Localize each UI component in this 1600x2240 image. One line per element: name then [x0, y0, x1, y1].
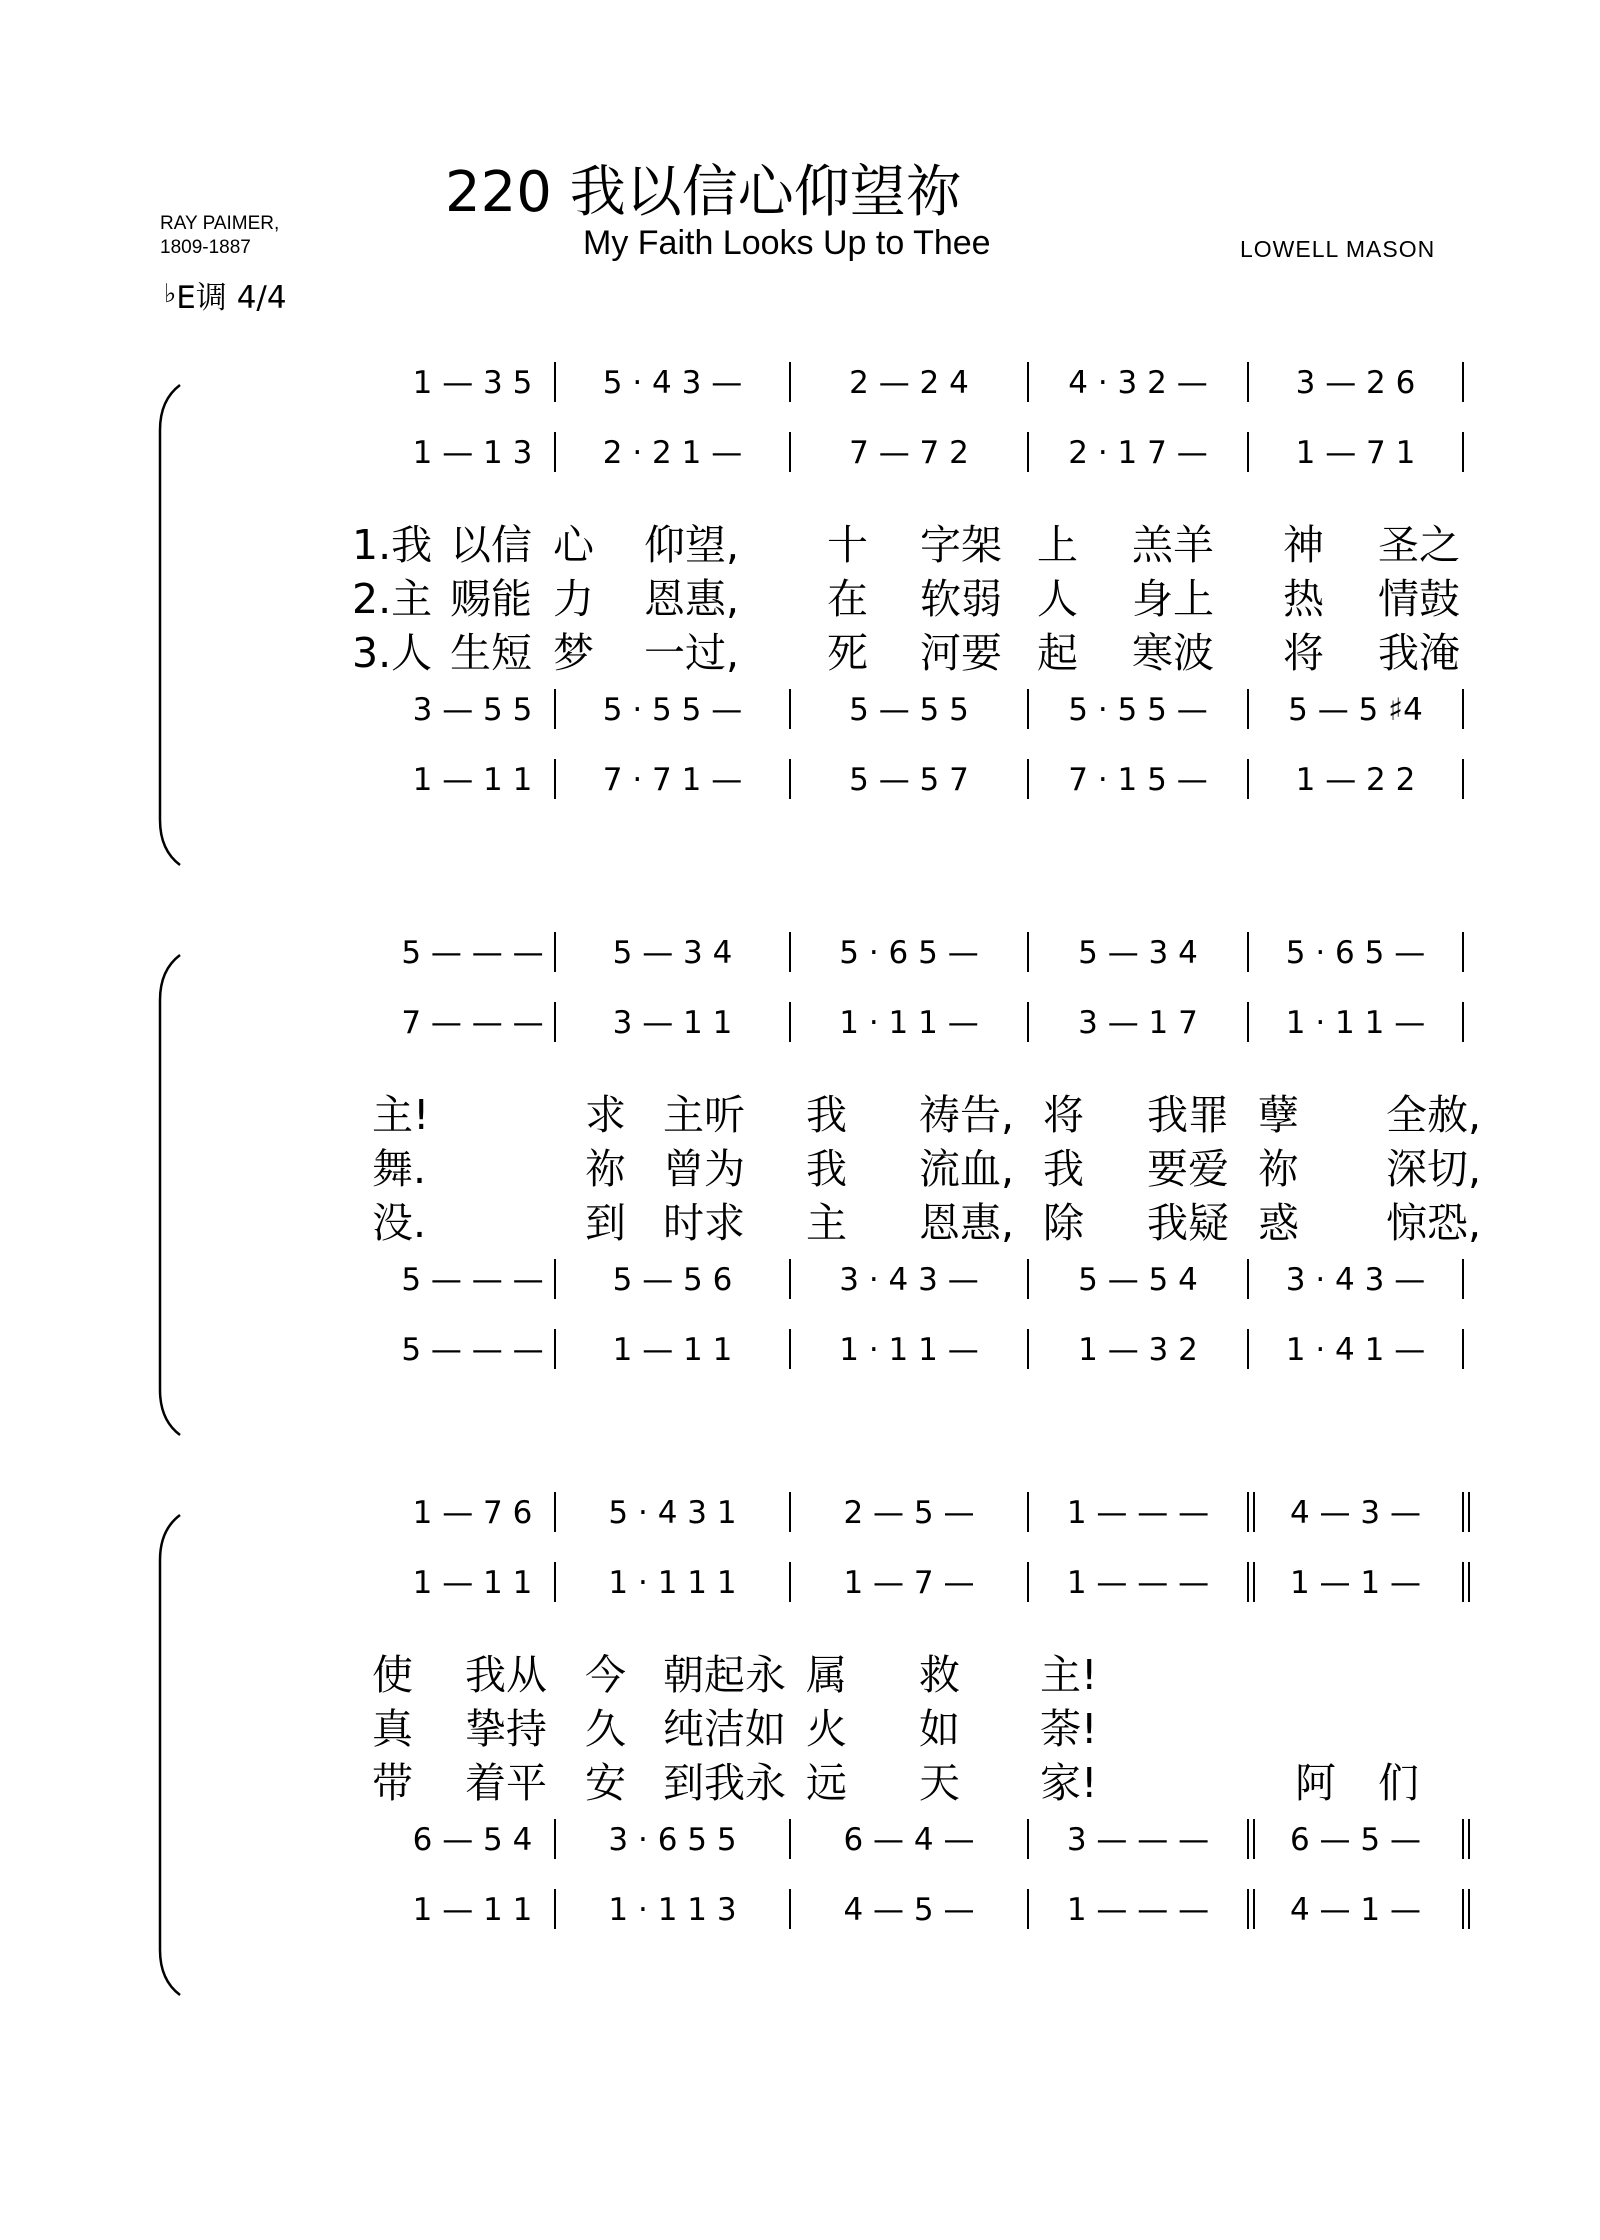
- voice-measure: 5 — 5 ♯4: [1288, 692, 1423, 728]
- voice-measure: 1 · 1 1 —: [1285, 1005, 1426, 1041]
- lyric-syllable: 朝起永: [663, 1651, 786, 1699]
- voice-measure: 3 — 5 5: [412, 692, 533, 728]
- lyric-syllable: 我疑: [1147, 1199, 1229, 1247]
- lyric-syllable: 深切,: [1386, 1145, 1482, 1193]
- flat-sign: ♭: [164, 279, 177, 309]
- lyric-syllable: 起: [1037, 629, 1078, 677]
- lyric-syllable: 赐能: [450, 575, 532, 623]
- voice-measure: 1 — 1 1: [612, 1332, 733, 1368]
- hymn-subtitle: My Faith Looks Up to Thee: [583, 224, 991, 262]
- voice-measure: 3 — 2 6: [1295, 365, 1416, 401]
- lyric-syllable: 祷告,: [919, 1091, 1015, 1139]
- voice-measure: 1 — 1 1: [412, 762, 533, 798]
- lyric-syllable: 软弱: [920, 575, 1002, 623]
- voice-measure: 1 · 1 1 1: [608, 1565, 737, 1601]
- lyric-syllable: 到我永: [663, 1759, 786, 1807]
- lyricist-name: RAY PAIMER,: [160, 213, 280, 234]
- voice-measure: 1 · 1 1 —: [839, 1005, 979, 1041]
- lyric-syllable: 真: [372, 1705, 413, 1753]
- voice-measure: 1 · 4 1 —: [1285, 1332, 1426, 1368]
- lyric-syllable: 祢: [1258, 1145, 1299, 1193]
- lyric-syllable: 久: [585, 1705, 626, 1753]
- lyric-syllable: 惊恐,: [1386, 1199, 1482, 1247]
- hymn-title: 220 我以信心仰望祢: [445, 160, 962, 225]
- lyric-syllable: 我: [806, 1145, 847, 1193]
- voice-measure: 5 · 5 5 —: [1068, 692, 1208, 728]
- lyric-syllable: 曾为: [663, 1145, 745, 1193]
- voice-measure: 1 — 1 —: [1289, 1565, 1422, 1601]
- voice-measure: 3 · 4 3 —: [839, 1262, 979, 1298]
- voice-measure: 3 · 6 5 5: [608, 1822, 737, 1858]
- voice-measure: 5 · 6 5 —: [1285, 935, 1426, 971]
- voice-measure: 5 — 3 4: [1078, 935, 1198, 971]
- lyric-syllable: 羔羊: [1132, 521, 1214, 569]
- lyric-syllable: 我罪: [1147, 1091, 1229, 1139]
- voice-measure: 6 — 4 —: [843, 1822, 975, 1858]
- lyric-syllable: 荼!: [1040, 1705, 1098, 1753]
- lyric-syllable: 主!: [1040, 1651, 1098, 1699]
- voice-measure: 1 — 1 3: [412, 435, 533, 471]
- lyric-syllable: 属: [806, 1651, 847, 1699]
- voice-measure: 3 — — —: [1066, 1822, 1210, 1858]
- lyric-syllable: 河要: [920, 629, 1002, 677]
- voice-measure: 4 — 5 —: [843, 1892, 975, 1928]
- voice-measure: 7 · 1 5 —: [1068, 762, 1208, 798]
- lyric-syllable: 寒波: [1132, 629, 1214, 677]
- lyric-syllable: 天: [919, 1759, 960, 1807]
- lyric-syllable: 以信: [450, 521, 532, 569]
- lyric-syllable: 生短: [450, 629, 532, 677]
- voice-measure: 1 — 1 1: [412, 1565, 533, 1601]
- lyric-syllable: 将: [1043, 1091, 1084, 1139]
- voice-measure: 5 — 5 4: [1078, 1262, 1198, 1298]
- lyric-syllable: 心: [553, 521, 594, 569]
- brace-bracket: [160, 955, 180, 1435]
- voice-measure: 1 · 1 1 —: [839, 1332, 979, 1368]
- voice-measure: 1 — 7 6: [412, 1495, 533, 1531]
- lyric-syllable: 主: [806, 1199, 847, 1247]
- lyric-syllable: 我: [806, 1091, 847, 1139]
- voice-measure: 4 · 3 2 —: [1068, 365, 1208, 401]
- voice-measure: 1 — 2 2: [1295, 762, 1416, 798]
- lyric-syllable: 没.: [372, 1199, 427, 1247]
- voice-measure: 5 — — —: [401, 935, 544, 971]
- lyric-syllable: 字架: [920, 521, 1002, 569]
- voice-measure: 2 · 1 7 —: [1068, 435, 1208, 471]
- voice-measure: 5 — — —: [401, 1332, 544, 1368]
- lyric-syllable: 十: [827, 521, 868, 569]
- lyric-syllable: 救: [919, 1651, 960, 1699]
- voice-measure: 5 — 3 4: [612, 935, 733, 971]
- lyric-syllable: 在: [827, 575, 868, 623]
- lyric-syllable: 到: [585, 1199, 626, 1247]
- voice-measure: 1 — 1 1: [412, 1892, 533, 1928]
- lyric-syllable: 除: [1043, 1199, 1084, 1247]
- voice-measure: 1 — 3 2: [1078, 1332, 1198, 1368]
- lyric-syllable: 今: [585, 1651, 626, 1699]
- lyric-syllable: 2.主: [352, 575, 433, 623]
- voice-measure: 5 · 4 3 1: [608, 1495, 737, 1531]
- lyric-syllable: 上: [1037, 521, 1078, 569]
- lyric-syllable: 将: [1283, 629, 1324, 677]
- lyric-syllable: 使: [372, 1651, 413, 1699]
- voice-measure: 5 · 6 5 —: [839, 935, 979, 971]
- lyric-syllable: 我从: [465, 1651, 547, 1699]
- lyricist-years: 1809-1887: [160, 237, 251, 258]
- key-time-label: E调 4/4: [176, 280, 287, 316]
- lyric-syllable: 纯洁如: [663, 1705, 786, 1753]
- voice-measure: 5 — 5 6: [612, 1262, 733, 1298]
- brace-bracket: [160, 1515, 180, 1995]
- lyric-syllable: 1.我: [352, 521, 433, 569]
- lyric-syllable: 身上: [1132, 575, 1214, 623]
- voice-measure: 1 — 7 —: [843, 1565, 975, 1601]
- brace-bracket: [160, 385, 180, 865]
- lyric-syllable: 求: [585, 1091, 626, 1139]
- lyric-syllable: 死: [827, 629, 868, 677]
- voice-measure: 5 — 5 7: [849, 762, 969, 798]
- lyric-syllable: 我: [1043, 1145, 1084, 1193]
- lyric-syllable: 力: [553, 575, 594, 623]
- voice-measure: 2 · 2 1 —: [602, 435, 743, 471]
- composer-credit: LOWELL MASON: [1240, 236, 1436, 262]
- lyric-syllable: 阿: [1295, 1759, 1336, 1807]
- voice-measure: 7 — 7 2: [849, 435, 969, 471]
- lyric-syllable: 远: [806, 1759, 847, 1807]
- voice-measure: 7 — — —: [401, 1005, 544, 1041]
- voice-measure: 1 — 3 5: [412, 365, 533, 401]
- lyric-syllable: 3.人: [352, 629, 433, 677]
- lyric-syllable: 舞.: [372, 1145, 427, 1193]
- lyric-syllable: 主听: [663, 1091, 745, 1139]
- voice-measure: 1 — — —: [1066, 1495, 1210, 1531]
- lyric-syllable: 孽: [1258, 1091, 1299, 1139]
- lyric-syllable: 圣之: [1378, 521, 1460, 569]
- voice-measure: 1 — — —: [1066, 1565, 1210, 1601]
- lyric-syllable: 梦: [553, 629, 594, 677]
- voice-measure: 5 — 5 5: [849, 692, 969, 728]
- lyric-syllable: 人: [1037, 575, 1078, 623]
- lyric-syllable: 家!: [1040, 1759, 1098, 1807]
- voice-measure: 3 — 1 7: [1078, 1005, 1198, 1041]
- voice-measure: 6 — 5 —: [1289, 1822, 1422, 1858]
- lyric-syllable: 情鼓: [1378, 575, 1460, 623]
- lyric-syllable: 我淹: [1378, 629, 1460, 677]
- voice-measure: 5 · 5 5 —: [602, 692, 743, 728]
- lyric-syllable: 全赦,: [1386, 1091, 1482, 1139]
- voice-measure: 4 — 3 —: [1289, 1495, 1422, 1531]
- lyric-syllable: 火: [806, 1705, 847, 1753]
- lyric-syllable: 要爱: [1147, 1145, 1229, 1193]
- lyric-syllable: 安: [585, 1759, 626, 1807]
- lyric-syllable: 挚持: [465, 1705, 547, 1753]
- voice-measure: 7 · 7 1 —: [602, 762, 743, 798]
- lyric-syllable: 时求: [663, 1199, 745, 1247]
- lyric-syllable: 仰望,: [644, 521, 740, 569]
- lyric-syllable: 如: [919, 1705, 960, 1753]
- voice-measure: 2 — 2 4: [849, 365, 969, 401]
- lyric-syllable: 们: [1378, 1759, 1419, 1807]
- lyric-syllable: 惑: [1258, 1199, 1299, 1247]
- voice-measure: 5 — — —: [401, 1262, 544, 1298]
- voice-measure: 6 — 5 4: [412, 1822, 533, 1858]
- lyric-syllable: 神: [1283, 521, 1324, 569]
- lyric-syllable: 着平: [465, 1759, 547, 1807]
- lyric-syllable: 一过,: [644, 629, 740, 677]
- lyric-syllable: 带: [372, 1759, 413, 1807]
- voice-measure: 1 · 1 1 3: [608, 1892, 737, 1928]
- voice-measure: 1 — 7 1: [1295, 435, 1416, 471]
- voice-measure: 2 — 5 —: [843, 1495, 975, 1531]
- lyric-syllable: 祢: [585, 1145, 626, 1193]
- lyric-syllable: 恩惠,: [644, 575, 740, 623]
- voice-measure: 1 — — —: [1066, 1892, 1210, 1928]
- lyric-syllable: 热: [1283, 575, 1324, 623]
- voice-measure: 3 — 1 1: [612, 1005, 733, 1041]
- lyric-syllable: 主!: [372, 1091, 430, 1139]
- voice-measure: 5 · 4 3 —: [602, 365, 743, 401]
- voice-measure: 4 — 1 —: [1289, 1892, 1422, 1928]
- lyric-syllable: 流血,: [919, 1145, 1015, 1193]
- voice-measure: 3 · 4 3 —: [1285, 1262, 1426, 1298]
- lyric-syllable: 恩惠,: [919, 1199, 1015, 1247]
